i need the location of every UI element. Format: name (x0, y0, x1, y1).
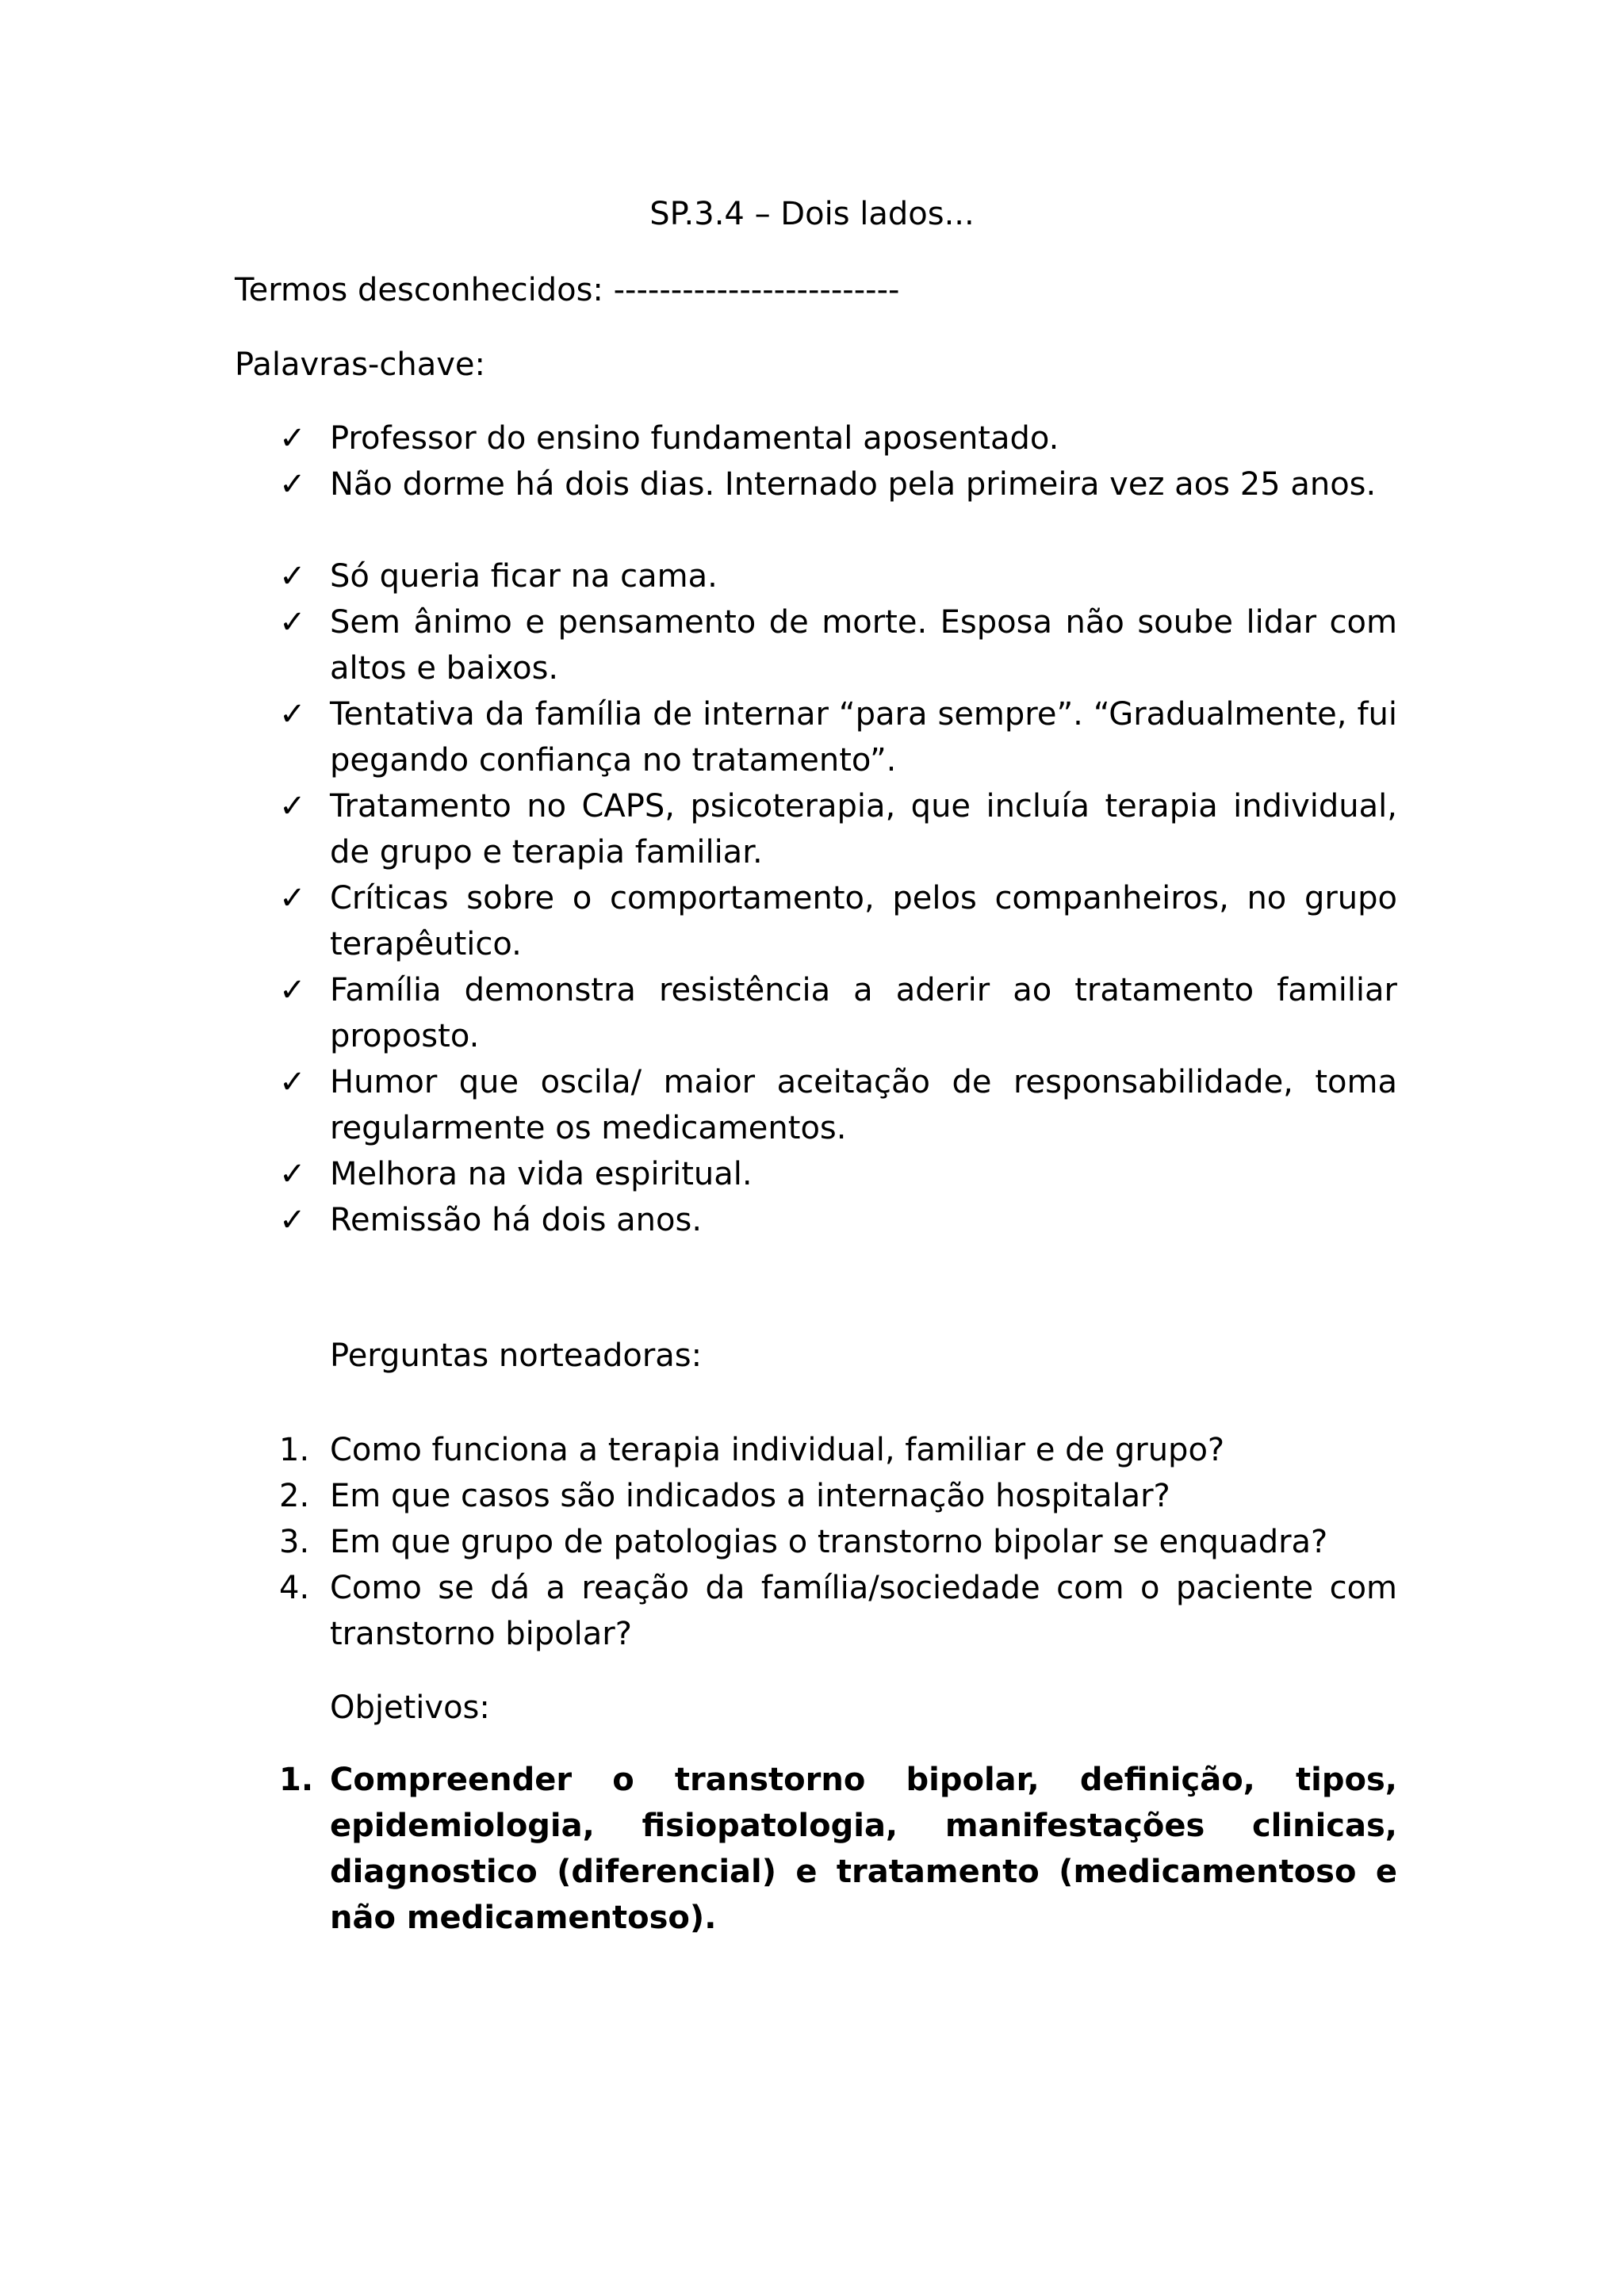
keyword-text: Melhora na vida espiritual. (330, 1156, 753, 1192)
list-number: 3. (279, 1524, 310, 1560)
objectives-heading: Objetivos: (330, 1689, 490, 1726)
question-text: Como se dá a reação da família/sociedade com o paciente com transtorno bipolar? (330, 1570, 1397, 1652)
questions-heading: Perguntas norteadoras: (330, 1337, 703, 1374)
check-icon: ✓ (279, 466, 306, 503)
list-number: 1. (279, 1432, 310, 1468)
keyword-text: Remissão há dois anos. (330, 1202, 703, 1238)
check-icon: ✓ (279, 558, 306, 595)
check-icon: ✓ (279, 880, 306, 916)
check-icon: ✓ (279, 696, 306, 733)
check-icon: ✓ (279, 1064, 306, 1100)
check-icon: ✓ (279, 972, 306, 1008)
unknown-terms-line: Termos desconhecidos: ------------------------- (235, 272, 900, 308)
check-icon: ✓ (279, 788, 306, 825)
keyword-text: Humor que oscila/ maior aceitação de responsabilidade, toma regularmente os medicamentos. (330, 1064, 1397, 1146)
list-number: 1. (279, 1762, 314, 1798)
check-icon: ✓ (279, 420, 306, 457)
keyword-text: Tentativa da família de internar “para sempre”. “Gradualmente, fui pegando confiança no tratamento”. (330, 696, 1397, 779)
keyword-text: Família demonstra resistência a aderir ao tratamento familiar proposto. (330, 972, 1397, 1054)
question-text: Como funciona a terapia individual, familiar e de grupo? (330, 1432, 1225, 1468)
question-text: Em que casos são indicados a internação hospitalar? (330, 1478, 1170, 1514)
check-icon: ✓ (279, 604, 306, 641)
keyword-text: Não dorme há dois dias. Internado pela primeira vez aos 25 anos. (330, 466, 1377, 503)
check-icon: ✓ (279, 1156, 306, 1192)
keyword-text: Tratamento no CAPS, psicoterapia, que incluía terapia individual, de grupo e terapia familiar. (330, 788, 1397, 871)
keyword-text: Críticas sobre o comportamento, pelos companheiros, no grupo terapêutico. (330, 880, 1397, 962)
document-title: SP.3.4 – Dois lados... (649, 196, 975, 232)
keyword-text: Só queria ficar na cama. (330, 558, 718, 595)
list-number: 4. (279, 1570, 310, 1606)
keywords-heading: Palavras-chave: (235, 346, 485, 383)
keyword-text: Sem ânimo e pensamento de morte. Esposa não soube lidar com altos e baixos. (330, 604, 1397, 687)
question-text: Em que grupo de patologias o transtorno bipolar se enquadra? (330, 1524, 1328, 1560)
list-number: 2. (279, 1478, 310, 1514)
check-icon: ✓ (279, 1202, 306, 1238)
objective-text: Compreender o transtorno bipolar, definição, tipos, epidemiologia, fisiopatologia, manifestações clinicas, diagnostico (diferencial) e tratamento (medicamentoso e não medicamentoso). (330, 1762, 1397, 1936)
keyword-text: Professor do ensino fundamental aposentado. (330, 420, 1059, 457)
